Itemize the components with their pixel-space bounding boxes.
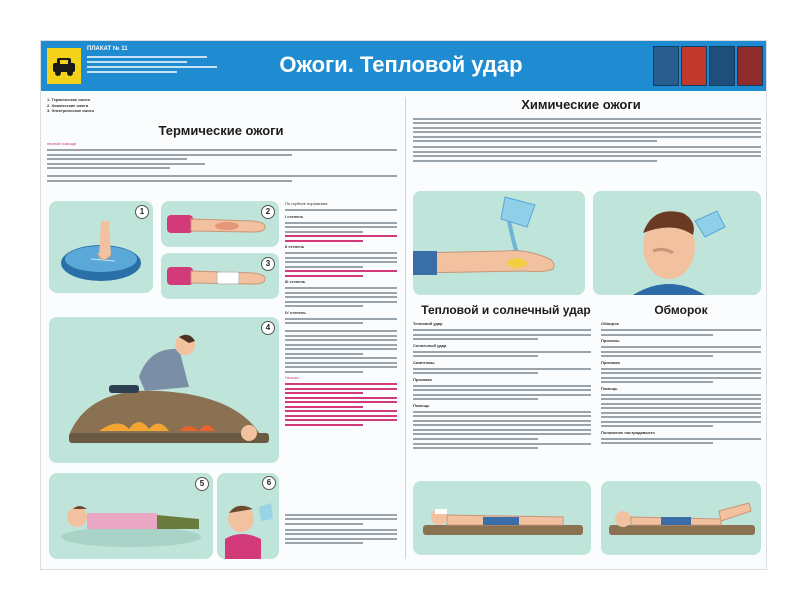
- poster-header: [41, 41, 767, 91]
- heat-stroke-text: [413, 321, 591, 452]
- thermal-burns-text: [47, 141, 397, 184]
- panel-extinguish-burning-person: [49, 317, 279, 463]
- panel-arm-burn-dressing: [161, 253, 279, 299]
- poster-title: Ожоги. Тепловой удар: [279, 52, 523, 77]
- extinguish-fire-illustration: [49, 317, 279, 463]
- degree-2: II степень: [285, 244, 305, 249]
- intro-electric: 3. Электрические ожоги: [47, 108, 94, 113]
- term-victim-position: Положение пострадавшего: [601, 429, 655, 435]
- burn-depth-text: [285, 201, 397, 428]
- term-causes: Причины: [601, 338, 620, 343]
- panel-rinse-eyes: [593, 191, 761, 295]
- term-signs: Признаки: [413, 376, 432, 382]
- panel-number-4: 4: [261, 321, 275, 335]
- panel-lying-victim: [49, 473, 213, 559]
- panel-hand-in-water: [49, 201, 153, 293]
- panel-number-2: 2: [261, 205, 275, 219]
- panel-arm-burn-bandage: [161, 201, 279, 247]
- lying-victim-illustration: [49, 473, 213, 559]
- intro-chemical: 2. Химические ожоги: [47, 102, 89, 108]
- column-divider: [405, 97, 406, 559]
- book-covers: [653, 46, 763, 86]
- prohibited-label: Нельзя:: [285, 375, 300, 380]
- fainting-victim-illustration: [601, 481, 761, 555]
- term-sun-stroke: Солнечный удар: [413, 342, 447, 348]
- panel-heat-stroke-victim: [413, 481, 591, 555]
- term-fainting: Обморок: [601, 321, 619, 326]
- term-heat-stroke: Тепловой удар: [413, 321, 443, 326]
- panel-number-1: 1: [135, 205, 149, 219]
- thermal-burns-title: Термические ожоги: [158, 123, 284, 138]
- term-faint-signs: Признаки: [601, 359, 620, 365]
- rinse-eyes-illustration: [593, 191, 761, 295]
- chemical-burns-title: Химические ожоги: [521, 97, 641, 112]
- depth-label: По глубине поражения: [285, 201, 328, 206]
- heat-stroke-victim-illustration: [413, 481, 591, 555]
- term-faint-help: Помощь: [601, 385, 618, 391]
- chemical-burns-text: [413, 115, 761, 164]
- burn-types-intro: [47, 97, 397, 114]
- fainting-title: Обморок: [654, 303, 708, 317]
- fainting-text: [601, 321, 761, 447]
- degree-4: IV степень: [285, 309, 306, 315]
- degree-3: III степень: [285, 279, 306, 284]
- panel-fainting-victim: [601, 481, 761, 555]
- lying-victim-text: [285, 511, 397, 547]
- poster-number: ПЛАКАТ № 11: [87, 46, 128, 52]
- poster: [40, 40, 767, 570]
- term-symptoms: Симптомы: [413, 359, 435, 365]
- degree-1: I степень: [285, 213, 304, 219]
- first-aid-label: первой помощи: [47, 141, 77, 146]
- panel-number-3: 3: [261, 257, 275, 271]
- term-help: Помощь: [413, 402, 430, 408]
- intro-thermal: 1. Термические ожоги: [47, 97, 90, 102]
- panel-number-6: 6: [262, 476, 276, 490]
- heat-stroke-title: Тепловой и солнечный удар: [421, 303, 591, 317]
- panel-rinse-hand: [413, 191, 585, 295]
- poster-meta: [87, 46, 237, 88]
- rinse-hand-illustration: [413, 191, 585, 295]
- panel-giving-water: [217, 473, 279, 559]
- panel-number-5: 5: [195, 477, 209, 491]
- car-warning-icon: [47, 48, 81, 84]
